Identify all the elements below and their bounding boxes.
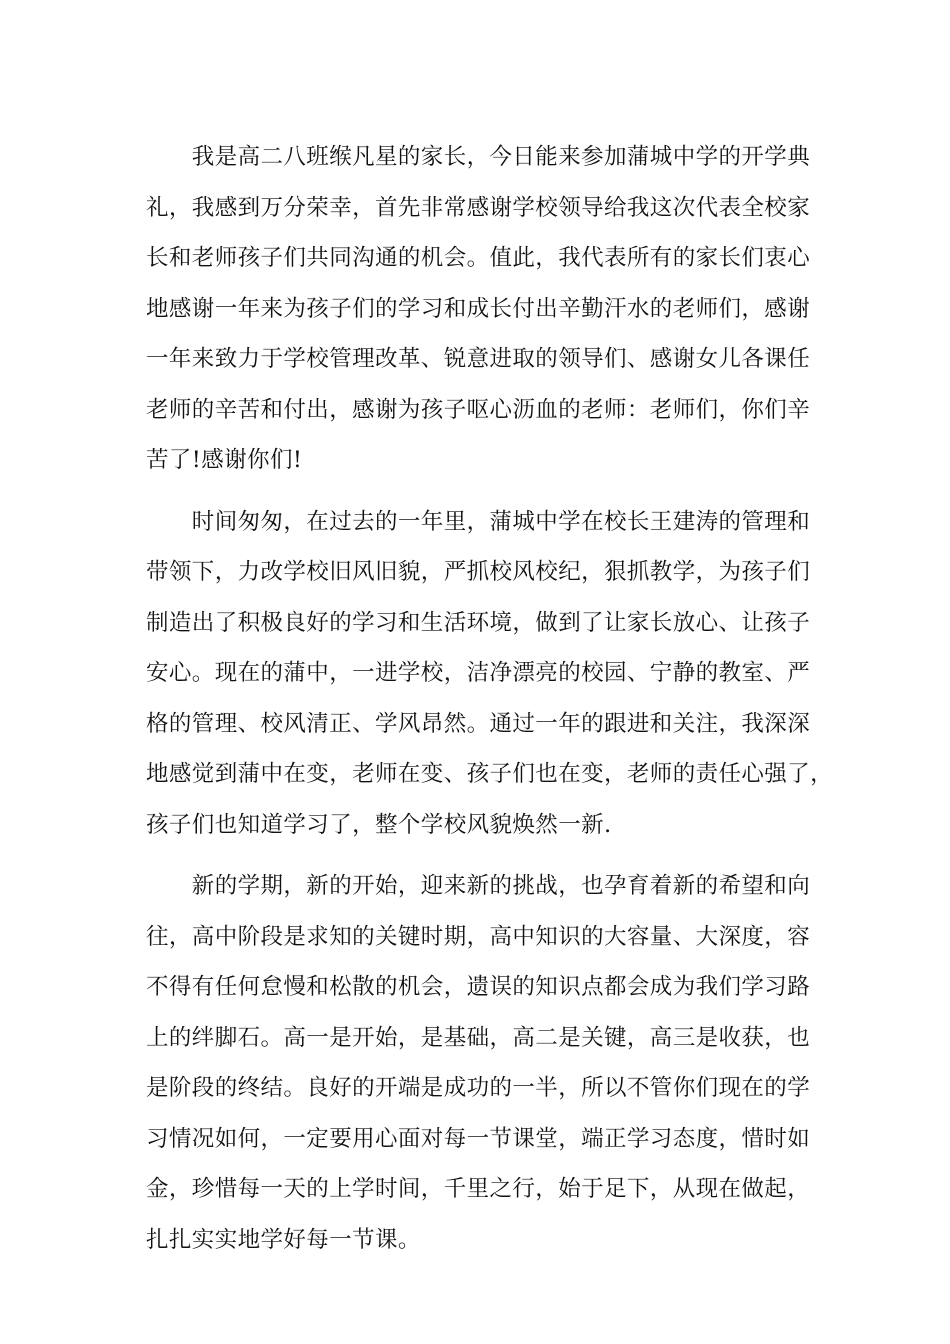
paragraph-line: 苦了!感谢你们! [146, 447, 303, 473]
paragraph-line: 我是高二八班缑凡星的家长，今日能来参加蒲城中学的开学典 [146, 144, 811, 170]
paragraph-line: 礼，我感到万分荣幸，首先非常感谢学校领导给我这次代表全校家 [146, 194, 811, 221]
paragraph-1 [146, 132, 836, 486]
paragraph-line: 时间匆匆，在过去的一年里，蒲城中学在校长王建涛的管理和 [146, 508, 811, 535]
paragraph-line: 是阶段的终结。良好的开端是成功的一半，所以不管你们现在的学 [146, 1075, 811, 1101]
paragraph-line: 地感谢一年来为孩子们的学习和成长付出辛勤汗水的老师们，感谢 [146, 295, 811, 322]
paragraph-line: 制造出了积极良好的学习和生活环境，做到了让家长放心、让孩子 [146, 609, 811, 636]
paragraph-line: 往，高中阶段是求知的关键时期，高中知识的大容量、大深度，容 [146, 923, 811, 950]
paragraph-3 [146, 861, 836, 1265]
document-body [146, 132, 836, 1265]
paragraph-line: 不得有任何怠慢和松散的机会，遗误的知识点都会成为我们学习路 [146, 974, 811, 1000]
paragraph-2 [146, 497, 836, 851]
paragraph-line: 新的学期，新的开始，迎来新的挑战，也孕育着新的希望和向 [146, 873, 811, 899]
paragraph-line: 地感觉到蒲中在变，老师在变、孩子们也在变，老师的责任心强了， [146, 761, 834, 787]
paragraph-line: 带领下，力改学校旧风旧貌，严抓校风校纪，狠抓教学，为孩子们 [146, 559, 811, 585]
paragraph-line: 上的绊脚石。高一是开始，是基础，高二是关键，高三是收获，也 [146, 1024, 811, 1051]
paragraph-spacing [146, 850, 836, 861]
paragraph-line: 习情况如何，一定要用心面对每一节课堂，端正学习态度，惜时如 [146, 1125, 811, 1152]
paragraph-line: 格的管理、校风清正、学风昂然。通过一年的跟进和关注，我深深 [146, 710, 811, 737]
paragraph-spacing [146, 486, 836, 497]
paragraph-line: 长和老师孩子们共同沟通的机会。值此，我代表所有的家长们衷心 [146, 245, 811, 271]
paragraph-line: 老师的辛苦和付出，感谢为孩子呕心沥血的老师：老师们，你们辛 [146, 396, 811, 423]
paragraph-line: 金，珍惜每一天的上学时间，千里之行，始于足下，从现在做起， [146, 1176, 811, 1202]
paragraph-line: 安心。现在的蒲中，一进学校，洁净漂亮的校园、宁静的教室、严 [146, 660, 811, 686]
paragraph-line: 扎扎实实地学好每一节课。 [146, 1226, 421, 1253]
paragraph-line: 孩子们也知道学习了，整个学校风貌焕然一新. [146, 811, 612, 838]
paragraph-line: 一年来致力于学校管理改革、锐意进取的领导们、感谢女儿各课任 [146, 346, 811, 372]
